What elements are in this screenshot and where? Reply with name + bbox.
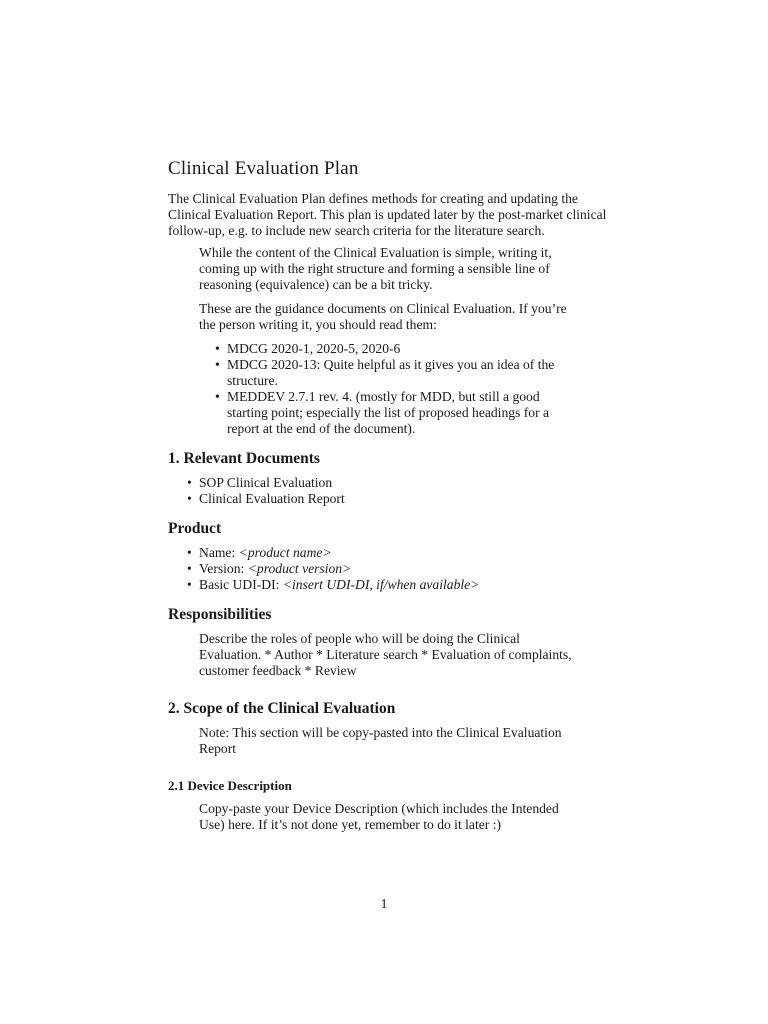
scope-heading: 2. Scope of the Clinical Evaluation [168,700,396,717]
product-name-label: Name: [199,545,239,560]
device-description-block [199,801,575,833]
device-description-text: Copy-paste your Device Description (which includes the Intended Use) here. If it’s not done yet, remember to do it later :) [199,801,559,832]
quote-paragraph-2: These are the guidance documents on Clinical Evaluation. If you’re the person writing it, you should read them: [199,301,567,332]
document-content [168,158,608,841]
device-description-heading: 2.1 Device Description [168,778,292,793]
responsibilities-block [199,631,575,679]
guidance-item: • MEDDEV 2.7.1 rev. 4. (mostly for MDD, but still a good starting point; especially the list of proposed headings for a report at the end of the document). [227,389,575,437]
guidance-list [199,341,575,437]
responsibilities-text: Describe the roles of people who will be doing the Clinical Evaluation. * Author * Literature search * Evaluation of complaints, customer feedback * Review [199,631,572,678]
product-version-label: Version: [199,561,248,576]
relevant-document-item: • SOP Clinical Evaluation [199,475,608,491]
product-udi-item [199,577,608,593]
guidance-item: • MDCG 2020-1, 2020-5, 2020-6 [227,341,575,357]
intro-paragraph: The Clinical Evaluation Plan defines methods for creating and updating the Clinical Evaluation Report. This plan is updated later by the post-market clinical follow-up, e.g. to include new search criteria for the literature search. [168,191,607,238]
product-name-value: <product name> [238,545,332,560]
relevant-documents-list [168,475,608,507]
quote-paragraph-1: While the content of the Clinical Evaluation is simple, writing it, coming up with the right structure and forming a sensible line of reasoning (equivalence) can be a bit tricky. [199,245,552,292]
product-name-item [199,545,608,561]
relevant-documents-heading: 1. Relevant Documents [168,450,320,467]
page-number: 1 [380,896,388,911]
product-udi-value: <insert UDI-DI, if/when available> [282,577,480,592]
responsibilities-heading: Responsibilities [168,606,272,623]
guidance-item: • MDCG 2020-13: Quite helpful as it gives you an idea of the structure. [227,357,575,389]
relevant-document-item: • Clinical Evaluation Report [199,491,608,507]
product-version-value: <product version> [247,561,352,576]
product-heading: Product [168,520,222,537]
scope-note-block [199,725,575,757]
scope-note: Note: This section will be copy-pasted into the Clinical Evaluation Report [199,725,562,756]
product-version-item [199,561,608,577]
document-title: Clinical Evaluation Plan [168,158,359,179]
guidance-quote [199,245,575,437]
product-udi-label: Basic UDI-DI: [199,577,283,592]
product-list [168,545,608,593]
